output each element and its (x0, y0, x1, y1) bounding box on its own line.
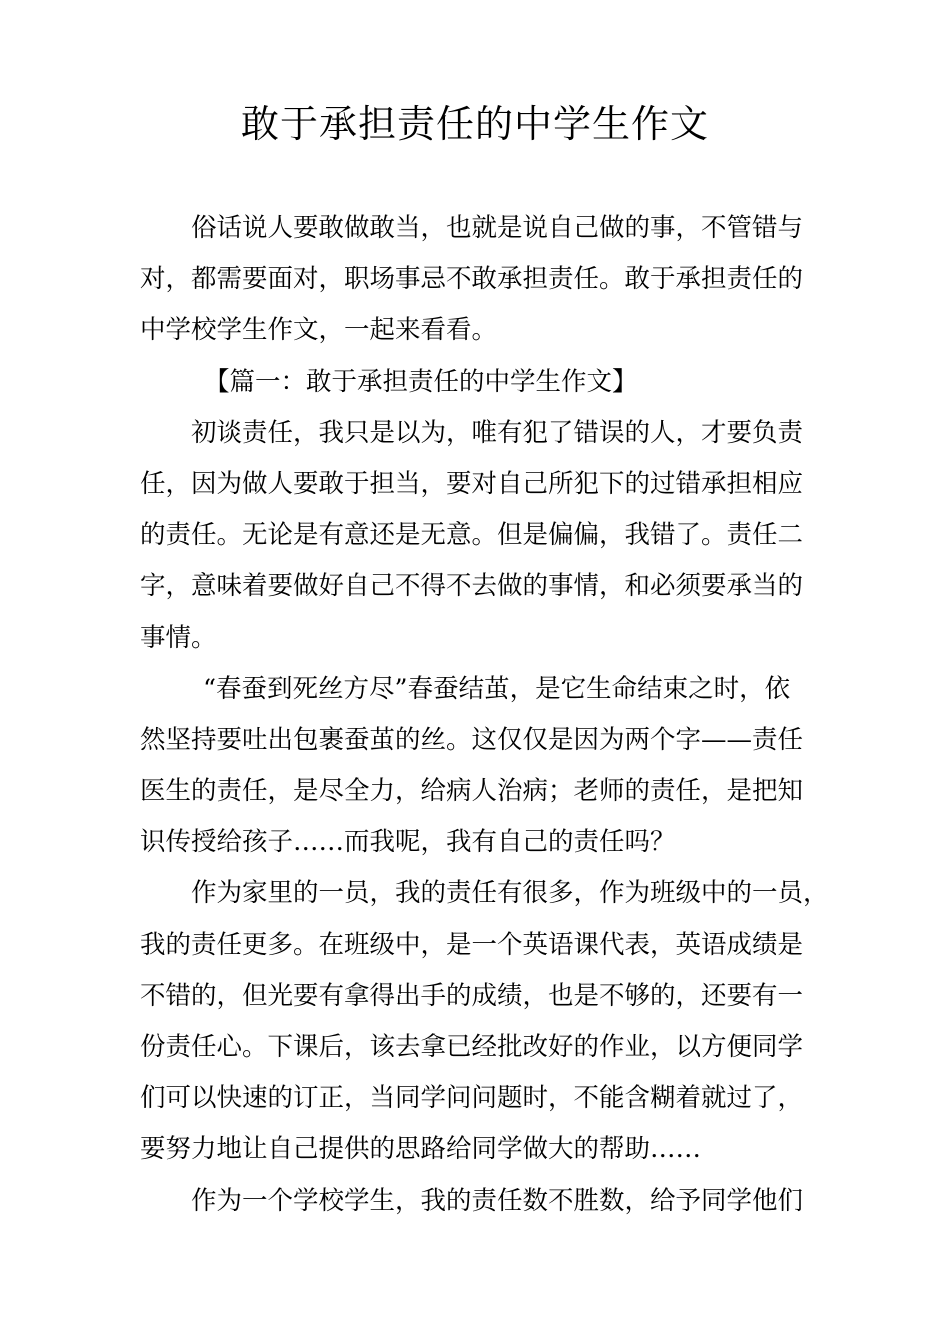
paragraph-line: 我的责任更多。在班级中，是一个英语课代表，英语成绩是 (140, 929, 804, 960)
paragraph-line: 中学校学生作文，一起来看看。 (140, 315, 498, 346)
paragraph-line: 字，意味着要做好自己不得不去做的事情，和必须要承当的 (140, 571, 804, 602)
paragraph-line: 要努力地让自己提供的思路给同学做大的帮助…… (140, 1134, 702, 1165)
paragraph-line: 们可以快速的订正，当同学问问题时，不能含糊着就过了， (140, 1083, 804, 1114)
document-title: 敢于承担责任的中学生作文 (240, 102, 709, 146)
paragraph-line: 然坚持要吐出包裹蚕茧的丝。这仅仅是因为两个字——责任 (140, 724, 804, 755)
document-body (140, 203, 830, 1227)
paragraph-line: 初谈责任，我只是以为，唯有犯了错误的人，才要负责 (191, 417, 804, 448)
paragraph-line: 份责任心。下课后，该去拿已经批改好的作业，以方便同学 (140, 1032, 804, 1062)
paragraph-line: 事情。 (140, 622, 217, 653)
paragraph-line: 作为一个学校学生，我的责任数不胜数，给予同学他们 (191, 1185, 804, 1216)
section-heading: 【篇一：敢于承担责任的中学生作文】 (204, 366, 638, 397)
paragraph-line: 作为家里的一员，我的责任有很多，作为班级中的一员， (191, 878, 829, 909)
paragraph-line: 俗话说人要敢做敢当，也就是说自己做的事，不管错与 (191, 213, 804, 243)
paragraph-line: “春蚕到死丝方尽”春蚕结茧，是它生命结束之时，依 (203, 673, 791, 704)
paragraph-line: 的责任。无论是有意还是无意。但是偏偏，我错了。责任二 (140, 520, 804, 551)
paragraph-line: 任，因为做人要敢于担当，要对自己所犯下的过错承担相应 (140, 468, 804, 499)
paragraph-line: 对，都需要面对，职场事忌不敢承担责任。敢于承担责任的 (140, 264, 804, 295)
paragraph-line: 不错的，但光要有拿得出手的成绩，也是不够的，还要有一 (140, 980, 804, 1011)
paragraph-line: 识传授给孩子……而我呢，我有自己的责任吗？ (140, 827, 676, 858)
paragraph-line: 医生的责任，是尽全力，给病人治病；老师的责任，是把知 (140, 776, 804, 807)
